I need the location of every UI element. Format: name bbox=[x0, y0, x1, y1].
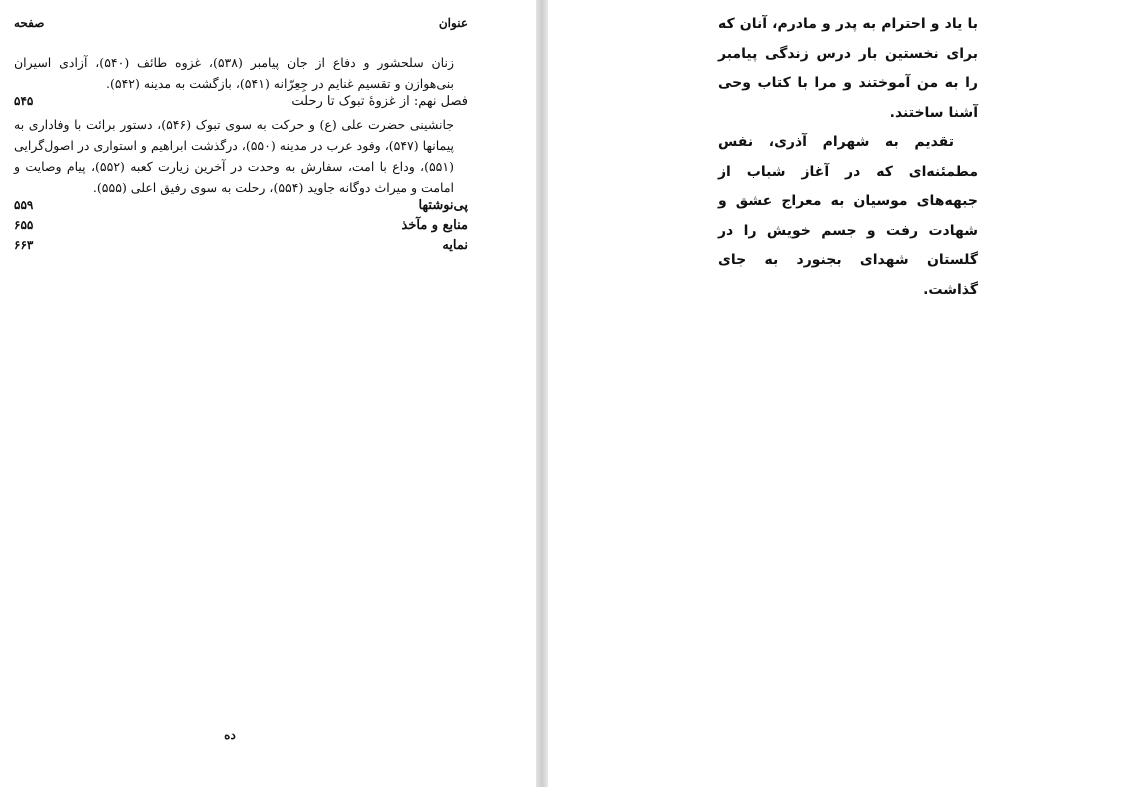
toc-entry-notes bbox=[14, 198, 468, 218]
toc-entry-title: پی‌نوشتها bbox=[418, 198, 468, 213]
toc-header bbox=[14, 16, 468, 36]
toc-entry-page: ۵۴۵ bbox=[14, 94, 34, 108]
dedication-paragraph: با یاد و احترام به پدر و مادرم، آنان که برای نخستین بار درس زندگی پیامبر را به من آموختند و مرا با کتاب وحی آشنا ساختند. bbox=[718, 16, 978, 121]
toc-subtopics: جانشینی حضرت علی (ع) و حرکت به سوی تبوک (۵۴۶)، دستور برائت با وفاداری به پیمانها (۵۴۷)، وفود عرب در مدینه (۵۵۰)، درگذشت ابراهیم و استواری در اصول‌گرایی (۵۵۱)، وداع با امت، سفارش به وحدت در آخرین زیارت کعبه (۵۵۲)، پیام وصایت و امامت و میراث دوگانه جاوید (۵۵۴)، رحلت به سوی رفیق اعلی (۵۵۵). bbox=[14, 117, 454, 195]
toc-entry-title: نمایه bbox=[442, 238, 468, 253]
toc-entry-title: فصل نهم: از غزوهٔ تبوک تا رحلت bbox=[291, 94, 468, 109]
toc-entry-sources bbox=[14, 218, 468, 238]
toc-entry-page: ۶۶۳ bbox=[14, 238, 34, 252]
table-of-contents bbox=[14, 52, 468, 258]
toc-entry-page: ۶۵۵ bbox=[14, 218, 34, 232]
right-page bbox=[548, 0, 1132, 787]
title-column-header: عنوان bbox=[438, 16, 468, 30]
page-column-header: صفحه bbox=[14, 16, 45, 30]
dedication bbox=[718, 10, 978, 305]
toc-entry-chapter-9 bbox=[14, 94, 468, 114]
toc-entry-page: ۵۵۹ bbox=[14, 198, 34, 212]
toc-entry-title: منابع و مآخذ bbox=[401, 218, 468, 233]
toc-entry-index bbox=[14, 238, 468, 258]
left-page bbox=[0, 0, 536, 787]
toc-subtopics: زنان سلحشور و دفاع از جان پیامبر (۵۳۸)، غزوه طائف (۵۴۰)، آزادی اسیران بنی‌هوازن و تقسیم غنایم در جِعِرّانه (۵۴۱)، بازگشت به مدینه (۵۴۲). bbox=[14, 55, 455, 91]
page-number: ده bbox=[224, 728, 236, 742]
book-gutter bbox=[536, 0, 548, 787]
dedication-paragraph: تقدیم به شهرام آذری، نفس مطمئنه‌ای که در آغاز شباب از جبهه‌های موسیان به معراج عشق و شهادت رفت و جسم خویش را در گلستان شهدای بجنورد به جای گذاشت. bbox=[718, 134, 978, 298]
